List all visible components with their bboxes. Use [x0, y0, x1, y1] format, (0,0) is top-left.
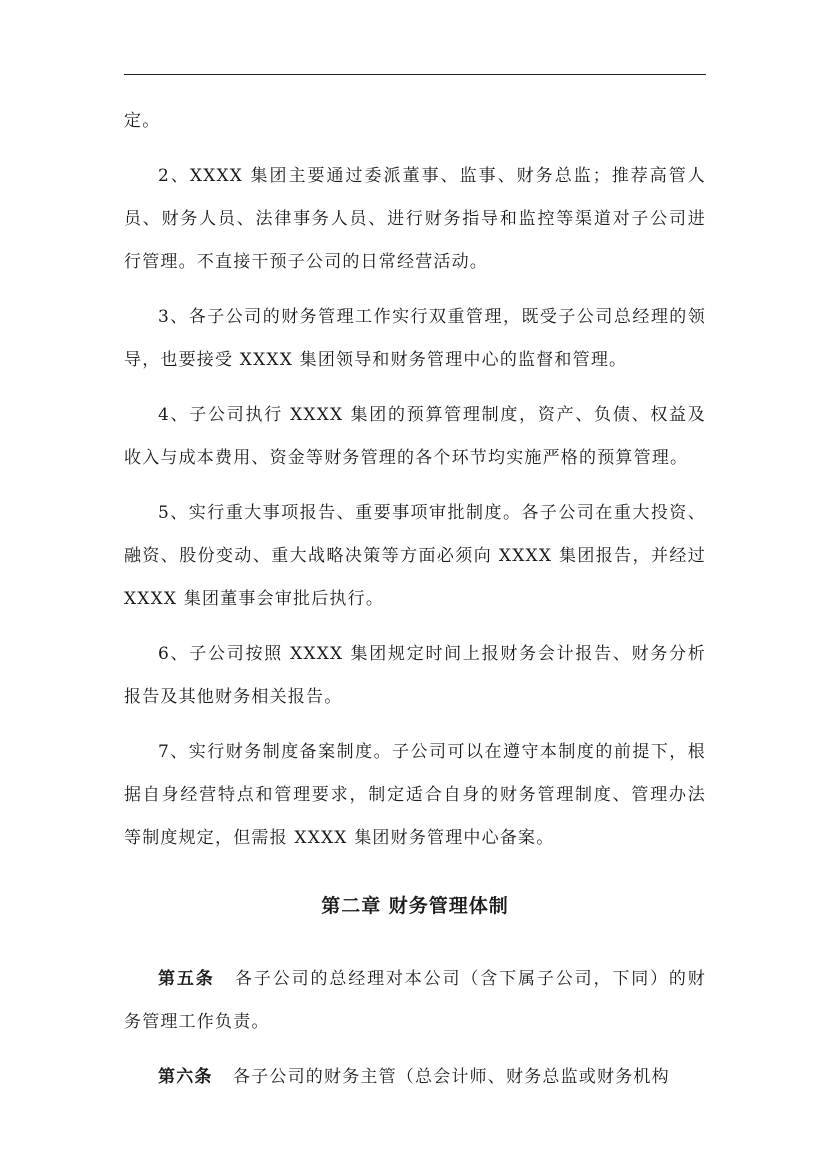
- chapter-heading: 第二章 财务管理体制: [321, 895, 509, 917]
- article-text: 各子公司的财务主管（总会计师、财务总监或财务机构: [233, 1067, 670, 1087]
- article-5: [124, 958, 706, 1044]
- intro-fragment: 定。: [124, 111, 161, 131]
- article-text: 各子公司的总经理对本公司（含下属子公司，下同）的财务管理工作负责。: [124, 969, 706, 1032]
- list-item-3: 3、各子公司的财务管理工作实行双重管理，既受子公司总经理的领导，也要接受 XXXX 集团领导和财务管理中心的监督和管理。: [124, 307, 706, 370]
- article-label: 第六条: [158, 1067, 213, 1087]
- article-6: [124, 1056, 706, 1099]
- list-item-5: 5、实行重大事项报告、重要事项审批制度。各子公司在重大投资、融资、股份变动、重大战略决策等方面必须向 XXXX 集团报告，并经过 XXXX 集团董事会审批后执行。: [124, 503, 706, 609]
- list-item-4: 4、子公司执行 XXXX 集团的预算管理制度，资产、负债、权益及收入与成本费用、资金等财务管理的各个环节均实施严格的预算管理。: [124, 405, 706, 468]
- list-item-6: 6、子公司按照 XXXX 集团规定时间上报财务会计报告、财务分析报告及其他财务相关报告。: [124, 644, 706, 707]
- article-label: 第五条: [158, 969, 215, 989]
- header-rule: [124, 74, 706, 75]
- list-item-7: 7、实行财务制度备案制度。子公司可以在遵守本制度的前提下，根据自身经营特点和管理要求，制定适合自身的财务管理制度、管理办法等制度规定，但需报 XXXX 集团财务管理中心备案。: [124, 742, 706, 848]
- document-body: [124, 100, 706, 1111]
- list-item-2: 2、XXXX 集团主要通过委派董事、监事、财务总监；推荐高管人员、财务人员、法律事务人员、进行财务指导和监控等渠道对子公司进行管理。不直接干预子公司的日常经营活动。: [124, 166, 706, 272]
